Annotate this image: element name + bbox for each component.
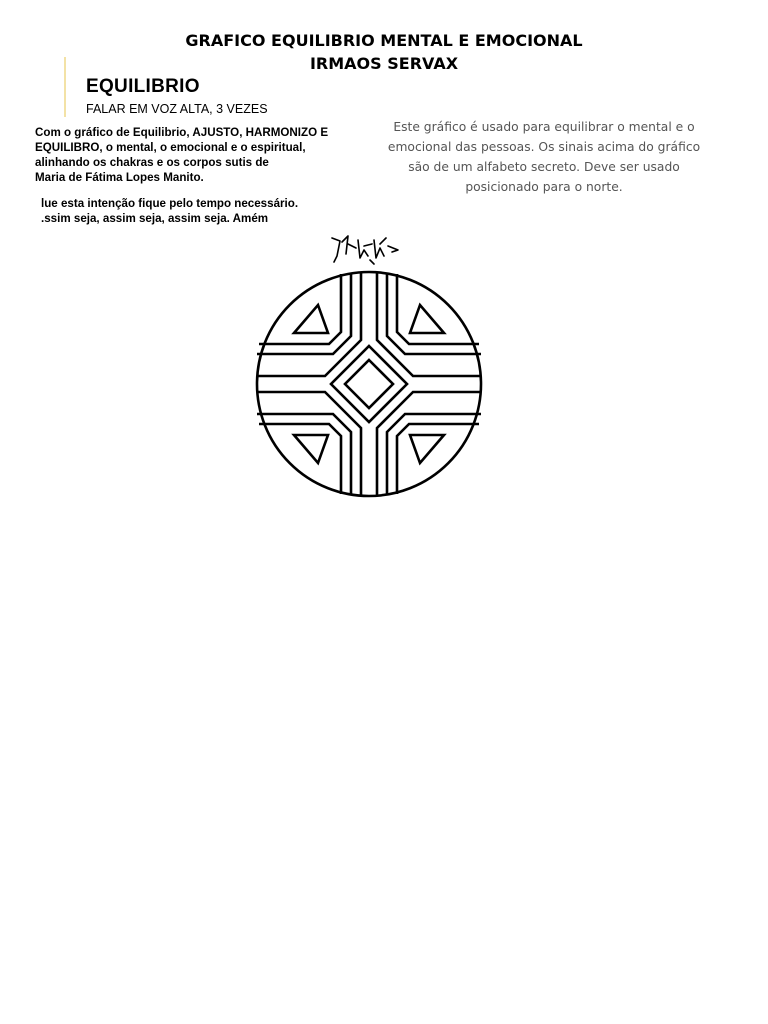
affirmation-line: alinhando os chakras e os corpos sutis de <box>35 156 269 169</box>
description-line: emocional das pessoas. Os sinais acima do gráfico <box>387 140 701 154</box>
card-subheading: FALAR EM VOZ ALTA, 3 VEZES <box>86 102 268 116</box>
secret-alphabet-glyphs-icon <box>328 232 404 268</box>
closing-line: .ssim seja, assim seja, assim seja. Amém <box>41 212 269 225</box>
graphic-description <box>384 117 704 197</box>
description-line: são de um alfabeto secreto. Deve ser usado <box>408 160 680 174</box>
accent-bar <box>64 57 66 117</box>
affirmation-line: Com o gráfico de Equilibrio, AJUSTO, HARMONIZO E <box>35 126 329 139</box>
description-line: Este gráfico é usado para equilibrar o mental e o <box>393 120 695 134</box>
affirmation-line: Maria de Fátima Lopes Manito. <box>35 171 204 184</box>
document-title-line: GRAFICO EQUILIBRIO MENTAL E EMOCIONAL <box>185 31 583 50</box>
closing-text <box>41 196 341 226</box>
card-heading: EQUILIBRIO <box>86 76 200 97</box>
affirmation-line: EQUILIBRO, o mental, o emocional e o espiritual, <box>35 141 306 154</box>
closing-line: lue esta intenção fique pelo tempo necessário. <box>41 197 299 210</box>
balance-radionic-symbol-icon <box>252 267 486 501</box>
description-line: posicionado para o norte. <box>465 180 623 194</box>
document-title <box>0 29 768 75</box>
affirmation-text <box>35 125 365 185</box>
document-title-line: IRMAOS SERVAX <box>309 54 459 73</box>
